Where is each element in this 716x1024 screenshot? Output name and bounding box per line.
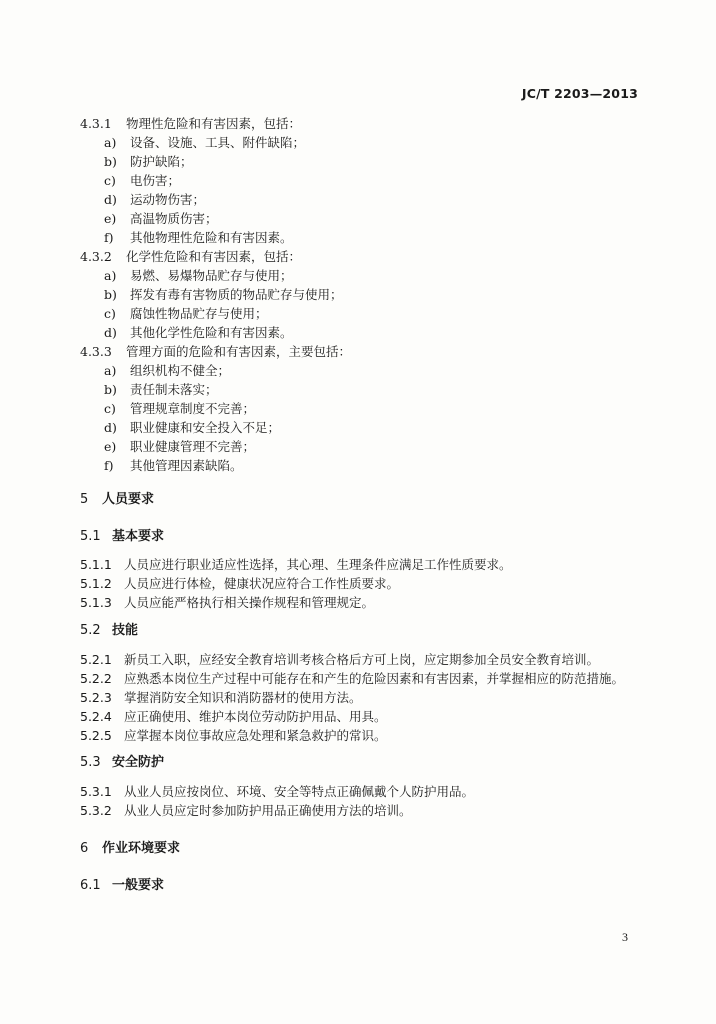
clause-number: 5.2.2 [80,671,112,686]
clause-number: 5.1.2 [80,576,112,591]
item-text: 运动物伤害； [130,192,206,207]
list-item [80,456,640,475]
clause-5-2-5 [80,726,640,745]
section-5-3-clauses [80,782,640,820]
item-text: 其他化学性危险和有害因素。 [130,325,293,340]
section-number: 5.2 [80,623,101,638]
clause-5-1-1 [80,555,640,574]
list-item [80,380,640,399]
clause-text: 掌握消防安全知识和消防器材的使用方法。 [124,690,362,705]
item-label: b) [104,154,117,169]
clause-number: 5.2.5 [80,728,112,743]
list-item [80,133,640,152]
clause-5-3-2 [80,801,640,820]
clause-5-1-3 [80,593,640,612]
standard-code: JC/T 2203—2013 [521,86,638,101]
list-item [80,228,640,247]
clause-text: 从业人员应按岗位、环境、安全等特点正确佩戴个人防护用品。 [124,784,475,799]
section-heading-5-3 [80,753,164,772]
clause-text: 人员应进行职业适应性选择，其心理、生理条件应满足工作性质要求。 [124,557,512,572]
item-label: a) [104,268,117,283]
section-title: 人员要求 [102,492,155,507]
item-text: 防护缺陷； [130,154,193,169]
clause-text: 人员应能严格执行相关操作规程和管理规定。 [124,595,375,610]
section-title: 作业环境要求 [102,841,181,856]
clause-number: 4.3.3 [80,344,112,359]
section-title: 技能 [112,623,139,638]
clause-number: 5.2.3 [80,690,112,705]
clause-text: 化学性危险和有害因素，包括： [126,249,302,264]
item-label: f) [104,458,114,473]
clause-5-1-2 [80,574,640,593]
list-item [80,361,640,380]
item-label: f) [104,230,114,245]
item-text: 电伤害； [130,173,181,188]
item-label: b) [104,287,117,302]
item-label: d) [104,192,117,207]
page-number: 3 [622,930,628,944]
section-heading-5-1 [80,527,164,546]
list-item [80,437,640,456]
list-item [80,171,640,190]
clause-4-3-1 [80,114,640,133]
clause-text: 应熟悉本岗位生产过程中可能存在和产生的危险因素和有害因素，并掌握相应的防范措施。 [124,671,625,686]
item-label: c) [104,306,116,321]
section-heading-5 [80,490,154,509]
item-label: d) [104,420,117,435]
item-text: 设备、设施、工具、附件缺陷； [130,135,306,150]
item-text: 其他物理性危险和有害因素。 [130,230,293,245]
section-heading-6 [80,839,180,858]
clause-text: 人员应进行体检，健康状况应符合工作性质要求。 [124,576,400,591]
item-label: b) [104,382,117,397]
list-item [80,304,640,323]
clause-number: 5.1.3 [80,595,112,610]
list-item [80,323,640,342]
section-5-1-clauses [80,555,640,612]
section-heading-6-1 [80,876,164,895]
section-number: 6 [80,841,89,856]
item-text: 职业健康和安全投入不足； [130,420,281,435]
section-title: 一般要求 [112,878,165,893]
item-label: c) [104,401,116,416]
clause-text: 物理性危险和有害因素，包括： [126,116,302,131]
clause-text: 应正确使用、维护本岗位劳动防护用品、用具。 [124,709,387,724]
section-4-3 [80,114,640,475]
clause-4-3-3 [80,342,640,361]
clause-number: 5.1.1 [80,557,112,572]
list-item [80,399,640,418]
list-item [80,190,640,209]
item-text: 组织机构不健全； [130,363,231,378]
section-heading-5-2 [80,621,138,640]
list-item [80,418,640,437]
clause-5-2-2 [80,669,640,688]
clause-text: 管理方面的危险和有害因素，主要包括： [126,344,352,359]
item-label: e) [104,211,117,226]
list-item [80,209,640,228]
item-text: 腐蚀性物品贮存与使用； [130,306,268,321]
clause-number: 5.3.1 [80,784,112,799]
item-label: a) [104,363,117,378]
clause-4-3-2 [80,247,640,266]
item-label: c) [104,173,116,188]
clause-5-3-1 [80,782,640,801]
item-label: e) [104,439,117,454]
section-number: 5 [80,492,89,507]
item-text: 其他管理因素缺陷。 [130,458,243,473]
list-item [80,152,640,171]
section-title: 基本要求 [112,529,165,544]
clause-text: 应掌握本岗位事故应急处理和紧急救护的常识。 [124,728,387,743]
section-number: 6.1 [80,878,101,893]
clause-5-2-4 [80,707,640,726]
clause-5-2-1 [80,650,640,669]
item-text: 高温物质伤害； [130,211,218,226]
clause-number: 5.3.2 [80,803,112,818]
clause-text: 新员工入职，应经安全教育培训考核合格后方可上岗，应定期参加全员安全教育培训。 [124,652,600,667]
section-number: 5.1 [80,529,101,544]
clause-number: 4.3.1 [80,116,112,131]
section-title: 安全防护 [112,755,165,770]
clause-5-2-3 [80,688,640,707]
item-text: 易燃、易爆物品贮存与使用； [130,268,293,283]
clause-text: 从业人员应定时参加防护用品正确使用方法的培训。 [124,803,412,818]
section-5-2-clauses [80,650,640,745]
list-item [80,285,640,304]
item-text: 挥发有毒有害物质的物品贮存与使用； [130,287,343,302]
item-text: 职业健康管理不完善； [130,439,256,454]
clause-number: 5.2.1 [80,652,112,667]
item-text: 责任制未落实； [130,382,218,397]
list-item [80,266,640,285]
section-number: 5.3 [80,755,101,770]
item-text: 管理规章制度不完善； [130,401,256,416]
clause-number: 5.2.4 [80,709,112,724]
item-label: a) [104,135,117,150]
item-label: d) [104,325,117,340]
clause-number: 4.3.2 [80,249,112,264]
